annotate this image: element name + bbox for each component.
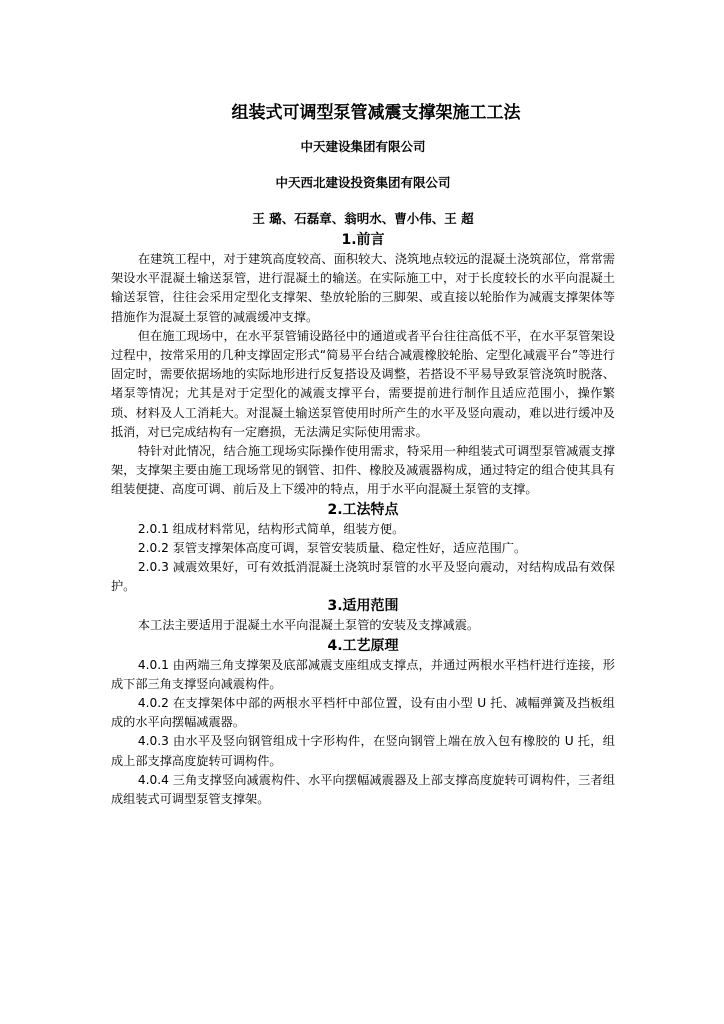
paragraph: 4.0.2 在支撑架体中部的两根水平档杆中部位置，设有由小型 U 托、减幅弹簧及挡板组成的水平向摆幅减震器。 (111, 696, 615, 730)
section-features (111, 500, 615, 597)
paragraph: 2.0.3 减震效果好，可有效抵消混凝土浇筑时泵管的水平及竖向震动，对结构成品有效保护。 (111, 560, 615, 594)
document-page (111, 100, 615, 809)
document-title: 组装式可调型泵管减震支撑架施工工法 (231, 103, 521, 123)
paragraph: 特针对此情况，结合施工现场实际操作使用需求，特采用一种组装式可调型泵管减震支撑架，支撑架主要由施工现场常见的钢管、扣件、橡胶及减震器构成，通过特定的组合使其具有组装便捷、高度可调、前后及上下缓冲的特点，用于水平向混凝土泵管的支撑。 (111, 444, 615, 497)
paragraph: 4.0.1 由两端三角支撑架及底部减震支座组成支撑点，并通过两根水平档杆进行连接，形成下部三角支撑竖向减震构件。 (111, 657, 615, 691)
paragraph: 在建筑工程中，对于建筑高度较高、面积较大、浇筑地点较远的混凝土浇筑部位，常常需架设水平混凝土输送泵管，进行混凝土的输送。在实际施工中，对于长度较长的水平向混凝土输送泵管，往往会采用定型化支撑架、垫放轮胎的三脚架、或直接以轮胎作为减震支撑架体等措施作为混凝土泵管的减震缓冲支撑。 (111, 252, 615, 324)
organization-1: 中天建设集团有限公司 (300, 139, 426, 154)
section-principle (111, 636, 615, 810)
author-list: 王 璐、石磊章、翁明水、曹小伟、王 超 (252, 211, 474, 226)
section-heading: 4.工艺原理 (327, 637, 399, 654)
paragraph: 4.0.3 由水平及竖向钢管组成十字形构件，在竖向钢管上端在放入包有橡胶的 U 托，组成上部支撑高度旋转可调构件。 (111, 734, 615, 768)
paragraph: 但在施工现场中，在水平泵管铺设路径中的通道或者平台往往高低不平，在水平泵管架设过程中，按常采用的几种支撑固定形式“简易平台结合减震橡胶轮胎、定型化减震平台”等进行固定时，需要依据场地的实际地形进行反复搭设及调整，若搭设不平易导致泵管浇筑时脱落、堵泵等情况；尤其是对于定型化的减震支撑平台，需要提前进行制作且适应范围小，操作繁琐、材料及人工消耗大。对混凝土输送泵管使用时所产生的水平及竖向震动，难以进行缓冲及抵消，对已完成结构有一定磨损，无法满足实际使用需求。 (111, 328, 615, 439)
section-heading: 1.前言 (341, 232, 385, 248)
section-heading: 2.工法特点 (327, 501, 399, 518)
section-scope (111, 596, 615, 635)
organization-2: 中天西北建设投资集团有限公司 (275, 175, 451, 190)
section-introduction (111, 230, 615, 500)
paragraph: 2.0.1 组成材料常见，结构形式简单，组装方便。 (137, 521, 405, 536)
section-heading: 3.适用范围 (327, 598, 399, 615)
paragraph: 本工法主要适用于混凝土水平向混凝土泵管的安装及支撑减震。 (137, 618, 480, 633)
paragraph: 4.0.4 三角支撑竖向减震构件、水平向摆幅减震器及上部支撑高度旋转可调构件，三者组成组装式可调型泵管支撑架。 (111, 772, 615, 807)
paragraph: 2.0.2 泵管支撑架体高度可调，泵管安装质量、稳定性好，适应范围广。 (137, 540, 527, 555)
